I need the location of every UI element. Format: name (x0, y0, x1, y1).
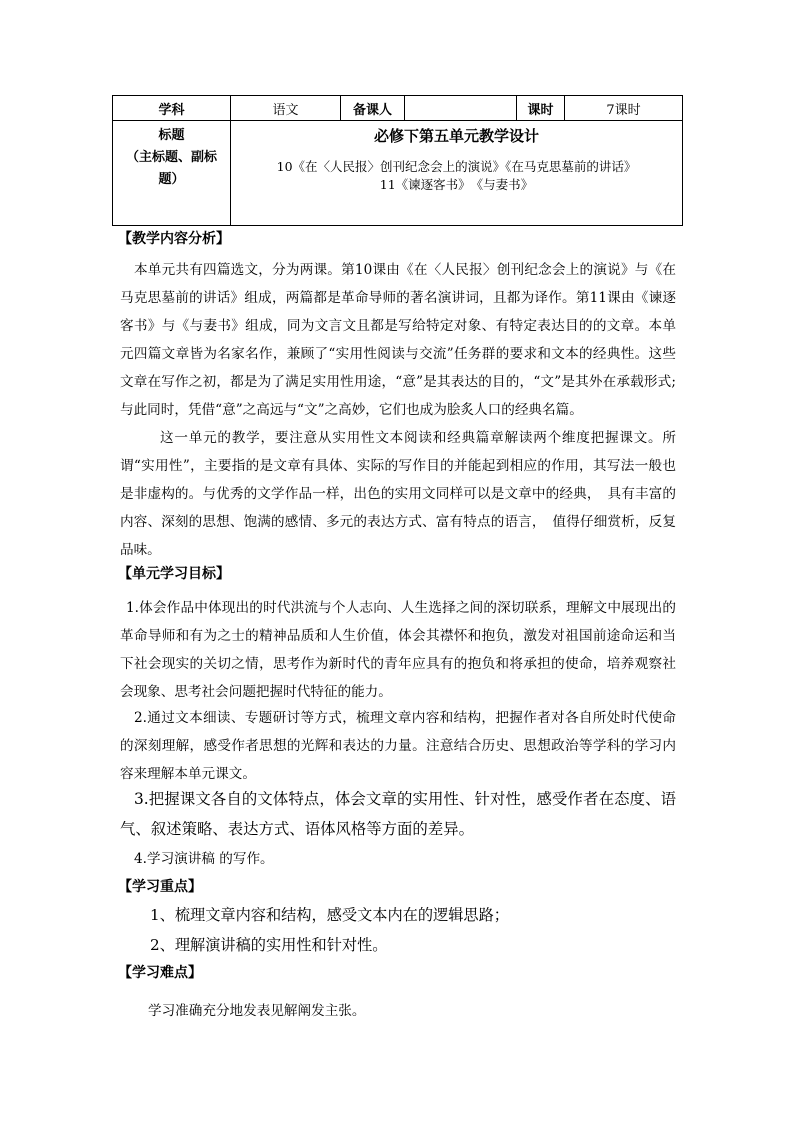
key-point-2: 2、理解演讲稿的实用性和针对性。 (150, 936, 388, 954)
main-title: 必修下第五单元教学设计 (373, 127, 539, 145)
unit-goal-4: 4.学习演讲稿 的写作。 (134, 851, 274, 867)
header-row-title (113, 121, 683, 226)
header-row-meta (113, 96, 683, 121)
preparer-label: 备课人 (341, 96, 405, 121)
unit-goal-1: 1.体会作品中体现出的时代洪流与个人志向、人生选择之间的深切联系，理解文中展现出的革命导师和有为之士的精神品质和人生价值，体会其襟怀和抱负，激发对祖国前途命运和当下社会现实的关切之情，思考作为新时代的青年应具有的抱负和将承担的使命，培养观察社会现象、思考社会问题把握时代特征的能力。 (120, 600, 676, 700)
unit-goals-heading: 【单元学习目标】 (118, 566, 230, 582)
key-points-heading: 【学习重点】 (118, 879, 202, 895)
lesson-header-table (112, 95, 683, 226)
subject-label: 学科 (113, 96, 231, 121)
title-label-line3: 题） (158, 172, 185, 187)
title-label-line1: 标题 (158, 128, 185, 143)
preparer-value (405, 96, 517, 121)
unit-goal-3: 3.把握课文各自的文体特点，体会文章的实用性、针对性，感受作者在态度、语气、叙述策略、表达方式、语体风格等方面的差异。 (120, 790, 676, 838)
difficulties-heading: 【学习难点】 (118, 965, 202, 981)
subtitle-line2: 11《谏逐客书》 《与妻书》 (379, 177, 534, 192)
period-label: 课时 (517, 96, 565, 121)
subject-value: 语文 (231, 96, 341, 121)
period-value: 7课时 (565, 96, 683, 121)
unit-goal-2: 2.通过文本细读、专题研讨等方式，梳理文章内容和结构，把握作者对各自所处时代使命的深刻理解，感受作者思想的光辉和表达的力量。注意结合历史、思想政治等学科的学习内容来理解本单元课文。 (120, 710, 676, 782)
title-content (231, 121, 683, 226)
title-label-line2: （主标题、副标 (125, 150, 217, 165)
title-label (113, 121, 231, 226)
difficulty-1: 学习准确充分地发表见解阐发主张。 (148, 1003, 366, 1019)
key-point-1: 1、梳理文章内容和结构，感受文本内在的逻辑思路； (150, 906, 509, 924)
content-analysis-paragraph1: 本单元共有四篇选文，分为两课。第10课由《在〈人民报〉创刊纪念会上的演说》与《在马克思墓前的讲话》组成，两篇都是革命导师的著名演讲词，且都为译作。第11课由《谏逐客书》与《与妻书》组成，同为文言文且都是写给特定对象、有特定表达目的的文章。本单元四篇文章皆为名家名作，兼顾了“实用性阅读与交流”任务群的要求和文本的经典性。这些文章在写作之初，都是为了满足实用性用途，“意”是其表达的目的，“文”是其外在承载形式;与此同时，凭借“意”之高远与“文”之高妙，它们也成为脍炙人口的经典名篇。 (120, 262, 676, 418)
content-analysis-heading: 【教学内容分析】 (118, 231, 230, 247)
content-analysis-paragraph2: 这一单元的教学，要注意从实用性文本阅读和经典篇章解读两个维度把握课文。所谓“实用性”，主要指的是文章有具体、实际的写作目的并能起到相应的作用，其写法一般也是非虚构的。与优秀的文学作品一样，出色的实用文同样可以是文章中的经典， 具有丰富的内容、深刻的思想、饱满的感情、多元的表达方式、富有特点的语言， 值得仔细赏析，反复品味。 (120, 430, 676, 558)
subtitle-line1: 10《在〈人民报〉创刊纪念会上的演说》《在马克思墓前的讲话》 (276, 159, 637, 174)
